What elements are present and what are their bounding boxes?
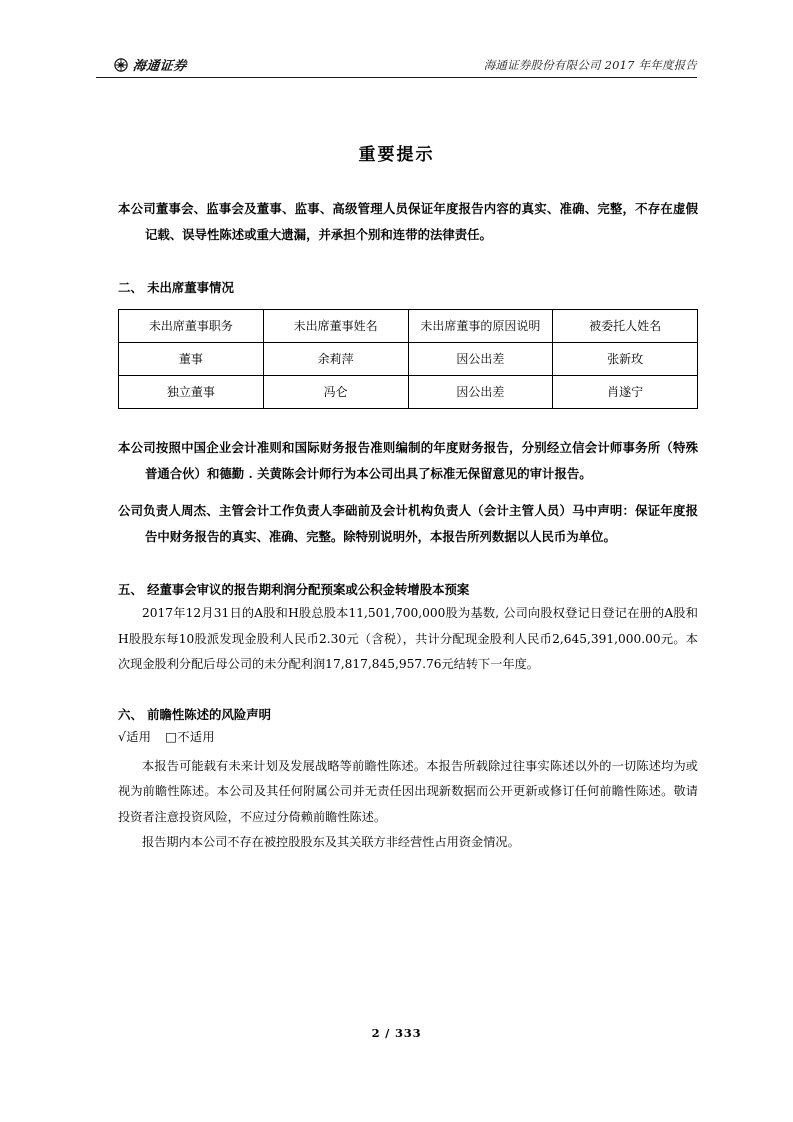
cell-position: 独立董事 [119,376,264,409]
header-report-title: 海通证券股份有限公司 2017 年年度报告 [483,58,697,72]
haitong-circle-logo-icon [114,58,128,72]
cell-position: 董事 [119,343,264,376]
cell-reason: 因公出差 [408,343,553,376]
document-content [118,196,698,856]
cell-reason: 因公出差 [408,376,553,409]
checkmark-icon: √ [118,728,127,744]
section-six-heading: 六、 前瞻性陈述的风险声明 [118,706,272,722]
table-row [119,343,698,376]
checkbox-not-applicable-label: 不适用 [177,729,215,744]
section-four [118,498,698,549]
table-header-row [119,310,698,343]
section-four-text: 公司负责人周杰、主管会计工作负责人李础前及会计机构负责人（会计主管人员）马中声明：保证年度报告中财务报告的真实、准确、完整。除特别说明外，本报告所列数据以人民币为单位。 [118,503,698,544]
column-header-name: 未出席董事姓名 [263,310,408,343]
table-row [119,376,698,409]
cell-proxy: 张新玫 [553,343,698,376]
column-header-position: 未出席董事职务 [119,310,264,343]
cell-proxy: 肖遂宁 [553,376,698,409]
section-three-text: 本公司按照中国企业会计准则和国际财务报告准则编制的年度财务报告，分别经立信会计师事务所（特殊普通合伙）和德勤 . 关黄陈会计师行为本公司出具了标准无保留意见的审计报告。 [118,440,698,481]
column-header-proxy: 被委托人姓名 [553,310,698,343]
company-logo [96,55,187,76]
checkbox-applicable[interactable] [118,730,151,744]
section-two-heading: 二、 未出席董事情况 [118,280,234,295]
cell-name: 余莉萍 [263,343,408,376]
section-one-text: 本公司董事会、监事会及董事、监事、高级管理人员保证年度报告内容的真实、准确、完整，不存在虚假记载、误导性陈述或重大遗漏，并承担个别和连带的法律责任。 [118,201,698,242]
page-header [96,42,697,80]
page-title: 重要提示 [358,145,435,165]
section-six-paragraph-2: 报告期内本公司不存在被控股股东及其关联方非经营性占用资金情况。 [142,835,520,849]
empty-box-icon: □ [165,728,178,744]
section-five-paragraph: 2017年12月31日的A股和H股总股本11,501,700,000股为基数, 公司向股权登记日登记在册的A股和H股股东每10股派发现金股利人民币2.30元（含税），共计分配现金股利人民币2,645,391,000.00元。本次现金股利分配后母公司的未分配利润17,817,845,957.76元结转下一年度。 [118,606,698,671]
section-three [118,435,698,486]
checkbox-applicable-label: 适用 [126,729,152,744]
page-number: 2 / 333 [371,1026,422,1040]
absent-directors-table [118,309,698,409]
applicability-checkboxes [118,726,698,748]
section-five-heading: 五、 经董事会审议的报告期利润分配预案或公积金转增股本预案 [118,582,470,597]
company-logo-text: 海通证券 [132,59,188,74]
column-header-reason: 未出席董事的原因说明 [408,310,553,343]
section-one [118,196,698,247]
cell-name: 冯仑 [263,376,408,409]
section-six-paragraph-1: 本报告可能载有未来计划及发展战略等前瞻性陈述。本报告所载除过往事实陈述以外的一切陈述均为或视为前瞻性陈述。本公司及其任何附属公司并无责任因出现新数据而公开更新或修订任何前瞻性陈述。敬请投资者注意投资风险，不应过分倚赖前瞻性陈述。 [118,758,698,824]
checkbox-not-applicable[interactable] [165,730,215,744]
